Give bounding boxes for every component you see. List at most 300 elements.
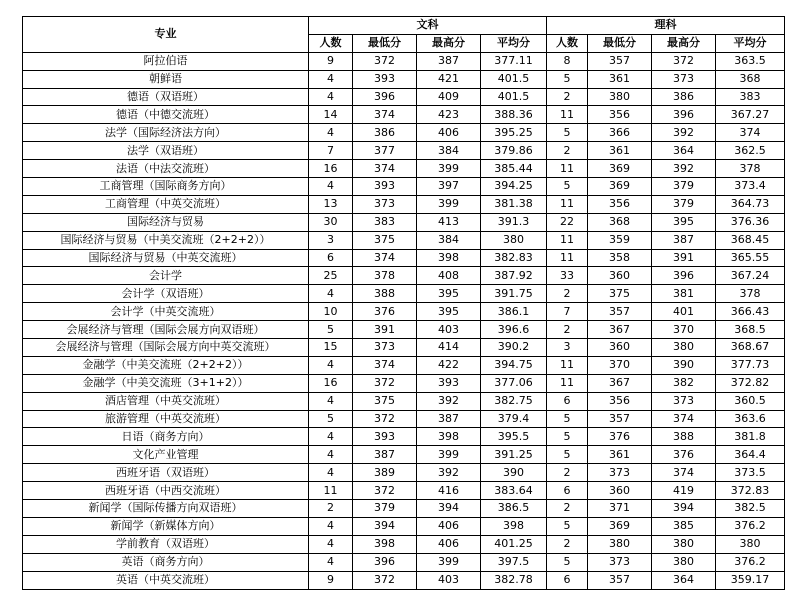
value-cell: 11 — [547, 195, 588, 213]
value-cell: 393 — [353, 70, 417, 88]
value-cell: 370 — [588, 356, 652, 374]
value-cell: 367.24 — [716, 267, 785, 285]
value-cell: 398 — [417, 428, 481, 446]
major-cell: 会展经济与管理（国际会展方向中英交流班） — [23, 339, 309, 357]
value-cell: 377.06 — [481, 374, 547, 392]
value-cell: 394 — [652, 500, 716, 518]
value-cell: 387.92 — [481, 267, 547, 285]
value-cell: 364.73 — [716, 195, 785, 213]
value-cell: 375 — [353, 231, 417, 249]
major-cell: 工商管理（中英交流班） — [23, 195, 309, 213]
value-cell: 395.25 — [481, 124, 547, 142]
value-cell: 379 — [652, 195, 716, 213]
value-cell: 377.11 — [481, 52, 547, 70]
value-cell: 364.4 — [716, 446, 785, 464]
table-row — [23, 446, 785, 464]
value-cell: 356 — [588, 195, 652, 213]
value-cell: 413 — [417, 213, 481, 231]
table-row — [23, 88, 785, 106]
value-cell: 388 — [353, 285, 417, 303]
value-cell: 22 — [547, 213, 588, 231]
value-cell: 387 — [652, 231, 716, 249]
value-cell: 361 — [588, 70, 652, 88]
table-row — [23, 553, 785, 571]
value-cell: 366.43 — [716, 303, 785, 321]
major-cell: 西班牙语（双语班） — [23, 464, 309, 482]
table-row — [23, 374, 785, 392]
major-cell: 法学（双语班） — [23, 142, 309, 160]
value-cell: 380 — [716, 535, 785, 553]
value-cell: 376.2 — [716, 517, 785, 535]
value-cell: 6 — [547, 571, 588, 589]
value-cell: 381.38 — [481, 195, 547, 213]
value-cell: 392 — [652, 160, 716, 178]
major-cell: 金融学（中美交流班（2+2+2）） — [23, 356, 309, 374]
major-cell: 金融学（中美交流班（3+1+2）） — [23, 374, 309, 392]
value-cell: 6 — [547, 392, 588, 410]
value-cell: 9 — [309, 52, 353, 70]
value-cell: 391.3 — [481, 213, 547, 231]
value-cell: 395 — [652, 213, 716, 231]
value-cell: 11 — [547, 106, 588, 124]
value-cell: 385.44 — [481, 160, 547, 178]
value-cell: 401.25 — [481, 535, 547, 553]
value-cell: 11 — [547, 374, 588, 392]
major-cell: 德语（双语班） — [23, 88, 309, 106]
value-cell: 393 — [353, 428, 417, 446]
value-cell: 399 — [417, 195, 481, 213]
value-cell: 376 — [353, 303, 417, 321]
column-header: 平均分 — [716, 34, 785, 52]
value-cell: 398 — [417, 249, 481, 267]
value-cell: 374 — [353, 106, 417, 124]
table-row — [23, 178, 785, 196]
value-cell: 357 — [588, 571, 652, 589]
value-cell: 399 — [417, 160, 481, 178]
value-cell: 392 — [652, 124, 716, 142]
value-cell: 3 — [309, 231, 353, 249]
value-cell: 364 — [652, 142, 716, 160]
value-cell: 372 — [353, 571, 417, 589]
value-cell: 383 — [353, 213, 417, 231]
value-cell: 377 — [353, 142, 417, 160]
value-cell: 421 — [417, 70, 481, 88]
value-cell: 358 — [588, 249, 652, 267]
major-cell: 旅游管理（中英交流班） — [23, 410, 309, 428]
major-cell: 国际经济与贸易（中英交流班） — [23, 249, 309, 267]
value-cell: 384 — [417, 142, 481, 160]
value-cell: 391.25 — [481, 446, 547, 464]
value-cell: 3 — [547, 339, 588, 357]
table-row — [23, 303, 785, 321]
value-cell: 363.5 — [716, 52, 785, 70]
value-cell: 369 — [588, 178, 652, 196]
major-cell: 文化产业管理 — [23, 446, 309, 464]
value-cell: 372 — [353, 374, 417, 392]
value-cell: 11 — [309, 482, 353, 500]
value-cell: 385 — [652, 517, 716, 535]
value-cell: 380 — [652, 339, 716, 357]
value-cell: 387 — [353, 446, 417, 464]
value-cell: 7 — [309, 142, 353, 160]
table-row — [23, 428, 785, 446]
major-cell: 阿拉伯语 — [23, 52, 309, 70]
value-cell: 359 — [588, 231, 652, 249]
value-cell: 369 — [588, 160, 652, 178]
value-cell: 409 — [417, 88, 481, 106]
value-cell: 371 — [588, 500, 652, 518]
value-cell: 373 — [652, 392, 716, 410]
major-cell: 日语（商务方向） — [23, 428, 309, 446]
value-cell: 4 — [309, 392, 353, 410]
value-cell: 14 — [309, 106, 353, 124]
value-cell: 5 — [547, 428, 588, 446]
table-row — [23, 321, 785, 339]
value-cell: 357 — [588, 303, 652, 321]
column-header: 人数 — [309, 34, 353, 52]
value-cell: 398 — [353, 535, 417, 553]
value-cell: 368 — [588, 213, 652, 231]
table-row — [23, 410, 785, 428]
value-cell: 401 — [652, 303, 716, 321]
value-cell: 5 — [547, 410, 588, 428]
value-cell: 4 — [309, 428, 353, 446]
column-header: 最高分 — [417, 34, 481, 52]
value-cell: 423 — [417, 106, 481, 124]
major-cell: 法语（中法交流班） — [23, 160, 309, 178]
value-cell: 363.6 — [716, 410, 785, 428]
table-row — [23, 392, 785, 410]
value-cell: 356 — [588, 106, 652, 124]
major-cell: 德语（中德交流班） — [23, 106, 309, 124]
value-cell: 380 — [588, 535, 652, 553]
value-cell: 33 — [547, 267, 588, 285]
value-cell: 406 — [417, 535, 481, 553]
value-cell: 4 — [309, 88, 353, 106]
value-cell: 7 — [547, 303, 588, 321]
value-cell: 4 — [309, 124, 353, 142]
value-cell: 374 — [716, 124, 785, 142]
value-cell: 10 — [309, 303, 353, 321]
value-cell: 383.64 — [481, 482, 547, 500]
value-cell: 401.5 — [481, 88, 547, 106]
value-cell: 390 — [652, 356, 716, 374]
value-cell: 372.82 — [716, 374, 785, 392]
value-cell: 361 — [588, 142, 652, 160]
value-cell: 379.86 — [481, 142, 547, 160]
value-cell: 390 — [481, 464, 547, 482]
value-cell: 393 — [417, 374, 481, 392]
value-cell: 2 — [547, 464, 588, 482]
value-cell: 6 — [547, 482, 588, 500]
major-cell: 英语（中英交流班） — [23, 571, 309, 589]
column-header: 最低分 — [588, 34, 652, 52]
value-cell: 374 — [353, 160, 417, 178]
value-cell: 372 — [353, 52, 417, 70]
value-cell: 380 — [652, 535, 716, 553]
major-cell: 法学（国际经济法方向） — [23, 124, 309, 142]
major-cell: 西班牙语（中西交流班） — [23, 482, 309, 500]
value-cell: 2 — [547, 88, 588, 106]
value-cell: 356 — [588, 392, 652, 410]
table-row — [23, 482, 785, 500]
value-cell: 360 — [588, 267, 652, 285]
value-cell: 5 — [547, 70, 588, 88]
value-cell: 391 — [652, 249, 716, 267]
value-cell: 11 — [547, 356, 588, 374]
value-cell: 5 — [547, 553, 588, 571]
value-cell: 11 — [547, 231, 588, 249]
value-cell: 396.6 — [481, 321, 547, 339]
major-cell: 会计学（中英交流班） — [23, 303, 309, 321]
value-cell: 380 — [652, 553, 716, 571]
table-row — [23, 464, 785, 482]
value-cell: 422 — [417, 356, 481, 374]
value-cell: 357 — [588, 52, 652, 70]
major-cell: 工商管理（国际商务方向） — [23, 178, 309, 196]
value-cell: 30 — [309, 213, 353, 231]
table-row — [23, 267, 785, 285]
value-cell: 8 — [547, 52, 588, 70]
table-row — [23, 231, 785, 249]
value-cell: 372 — [652, 52, 716, 70]
value-cell: 11 — [547, 160, 588, 178]
value-cell: 5 — [547, 517, 588, 535]
value-cell: 396 — [353, 553, 417, 571]
table-row — [23, 249, 785, 267]
value-cell: 367.27 — [716, 106, 785, 124]
table-row — [23, 70, 785, 88]
value-cell: 376 — [588, 428, 652, 446]
value-cell: 394 — [353, 517, 417, 535]
table-row — [23, 339, 785, 357]
major-cell: 学前教育（双语班） — [23, 535, 309, 553]
value-cell: 416 — [417, 482, 481, 500]
value-cell: 370 — [652, 321, 716, 339]
value-cell: 388.36 — [481, 106, 547, 124]
value-cell: 396 — [353, 88, 417, 106]
value-cell: 380 — [481, 231, 547, 249]
value-cell: 386 — [652, 88, 716, 106]
column-header: 最高分 — [652, 34, 716, 52]
value-cell: 387 — [417, 52, 481, 70]
value-cell: 4 — [309, 535, 353, 553]
value-cell: 378 — [716, 160, 785, 178]
value-cell: 386.5 — [481, 500, 547, 518]
value-cell: 5 — [309, 410, 353, 428]
value-cell: 375 — [588, 285, 652, 303]
value-cell: 394.25 — [481, 178, 547, 196]
table-body — [23, 52, 785, 589]
value-cell: 369 — [588, 517, 652, 535]
major-cell: 会展经济与管理（国际会展方向双语班） — [23, 321, 309, 339]
value-cell: 6 — [309, 249, 353, 267]
value-cell: 374 — [353, 356, 417, 374]
table-row — [23, 535, 785, 553]
value-cell: 4 — [309, 178, 353, 196]
column-header: 平均分 — [481, 34, 547, 52]
value-cell: 414 — [417, 339, 481, 357]
value-cell: 392 — [417, 464, 481, 482]
major-cell: 会计学 — [23, 267, 309, 285]
value-cell: 383 — [716, 88, 785, 106]
major-cell: 新闻学（国际传播方向双语班） — [23, 500, 309, 518]
value-cell: 403 — [417, 321, 481, 339]
value-cell: 5 — [309, 321, 353, 339]
value-cell: 4 — [309, 464, 353, 482]
value-cell: 13 — [309, 195, 353, 213]
table-row — [23, 213, 785, 231]
value-cell: 361 — [588, 446, 652, 464]
major-cell: 国际经济与贸易 — [23, 213, 309, 231]
value-cell: 2 — [309, 500, 353, 518]
value-cell: 2 — [547, 535, 588, 553]
table-row — [23, 517, 785, 535]
table-row — [23, 160, 785, 178]
value-cell: 376.36 — [716, 213, 785, 231]
value-cell: 387 — [417, 410, 481, 428]
value-cell: 399 — [417, 446, 481, 464]
major-cell: 会计学（双语班） — [23, 285, 309, 303]
value-cell: 396 — [652, 267, 716, 285]
value-cell: 16 — [309, 160, 353, 178]
value-cell: 373 — [353, 195, 417, 213]
table-row — [23, 356, 785, 374]
group-header-row — [23, 17, 785, 35]
value-cell: 395 — [417, 285, 481, 303]
value-cell: 395.5 — [481, 428, 547, 446]
value-cell: 368.45 — [716, 231, 785, 249]
value-cell: 357 — [588, 410, 652, 428]
table-row — [23, 124, 785, 142]
column-header: 人数 — [547, 34, 588, 52]
value-cell: 398 — [481, 517, 547, 535]
value-cell: 5 — [547, 446, 588, 464]
value-cell: 359.17 — [716, 571, 785, 589]
value-cell: 399 — [417, 553, 481, 571]
value-cell: 382.75 — [481, 392, 547, 410]
table-row — [23, 500, 785, 518]
value-cell: 373 — [652, 70, 716, 88]
value-cell: 389 — [353, 464, 417, 482]
value-cell: 391.75 — [481, 285, 547, 303]
value-cell: 373 — [588, 553, 652, 571]
value-cell: 394.75 — [481, 356, 547, 374]
table-row — [23, 142, 785, 160]
value-cell: 11 — [547, 249, 588, 267]
value-cell: 365.55 — [716, 249, 785, 267]
value-cell: 381 — [652, 285, 716, 303]
value-cell: 372 — [353, 482, 417, 500]
value-cell: 4 — [309, 446, 353, 464]
value-cell: 2 — [547, 500, 588, 518]
value-cell: 376.2 — [716, 553, 785, 571]
science-header: 理科 — [547, 17, 785, 35]
value-cell: 366 — [588, 124, 652, 142]
value-cell: 5 — [547, 124, 588, 142]
value-cell: 388 — [652, 428, 716, 446]
value-cell: 382.78 — [481, 571, 547, 589]
value-cell: 403 — [417, 571, 481, 589]
value-cell: 396 — [652, 106, 716, 124]
value-cell: 373 — [353, 339, 417, 357]
value-cell: 397.5 — [481, 553, 547, 571]
value-cell: 408 — [417, 267, 481, 285]
value-cell: 15 — [309, 339, 353, 357]
value-cell: 393 — [353, 178, 417, 196]
liberal-arts-header: 文科 — [309, 17, 547, 35]
value-cell: 9 — [309, 571, 353, 589]
value-cell: 380 — [588, 88, 652, 106]
value-cell: 373 — [588, 464, 652, 482]
value-cell: 4 — [309, 285, 353, 303]
value-cell: 372.83 — [716, 482, 785, 500]
value-cell: 401.5 — [481, 70, 547, 88]
column-header: 最低分 — [353, 34, 417, 52]
major-cell: 新闻学（新媒体方向） — [23, 517, 309, 535]
value-cell: 395 — [417, 303, 481, 321]
value-cell: 391 — [353, 321, 417, 339]
value-cell: 394 — [417, 500, 481, 518]
score-table — [22, 16, 785, 590]
value-cell: 374 — [353, 249, 417, 267]
major-cell: 酒店管理（中英交流班） — [23, 392, 309, 410]
value-cell: 379.4 — [481, 410, 547, 428]
value-cell: 360 — [588, 482, 652, 500]
major-cell: 朝鲜语 — [23, 70, 309, 88]
value-cell: 367 — [588, 374, 652, 392]
value-cell: 390.2 — [481, 339, 547, 357]
value-cell: 386 — [353, 124, 417, 142]
value-cell: 392 — [417, 392, 481, 410]
value-cell: 377.73 — [716, 356, 785, 374]
value-cell: 379 — [652, 178, 716, 196]
value-cell: 360.5 — [716, 392, 785, 410]
major-cell: 国际经济与贸易（中美交流班（2+2+2）） — [23, 231, 309, 249]
value-cell: 382.5 — [716, 500, 785, 518]
value-cell: 386.1 — [481, 303, 547, 321]
value-cell: 2 — [547, 285, 588, 303]
value-cell: 375 — [353, 392, 417, 410]
value-cell: 378 — [353, 267, 417, 285]
value-cell: 406 — [417, 124, 481, 142]
value-cell: 397 — [417, 178, 481, 196]
table-row — [23, 285, 785, 303]
value-cell: 2 — [547, 142, 588, 160]
value-cell: 373.4 — [716, 178, 785, 196]
table-row — [23, 195, 785, 213]
value-cell: 406 — [417, 517, 481, 535]
value-cell: 381.8 — [716, 428, 785, 446]
table-row — [23, 571, 785, 589]
value-cell: 419 — [652, 482, 716, 500]
table-row — [23, 106, 785, 124]
value-cell: 364 — [652, 571, 716, 589]
value-cell: 382.83 — [481, 249, 547, 267]
major-header: 专业 — [23, 17, 309, 53]
value-cell: 374 — [652, 410, 716, 428]
value-cell: 384 — [417, 231, 481, 249]
value-cell: 362.5 — [716, 142, 785, 160]
value-cell: 25 — [309, 267, 353, 285]
value-cell: 379 — [353, 500, 417, 518]
value-cell: 4 — [309, 517, 353, 535]
major-cell: 英语（商务方向） — [23, 553, 309, 571]
value-cell: 378 — [716, 285, 785, 303]
value-cell: 376 — [652, 446, 716, 464]
value-cell: 373.5 — [716, 464, 785, 482]
value-cell: 16 — [309, 374, 353, 392]
